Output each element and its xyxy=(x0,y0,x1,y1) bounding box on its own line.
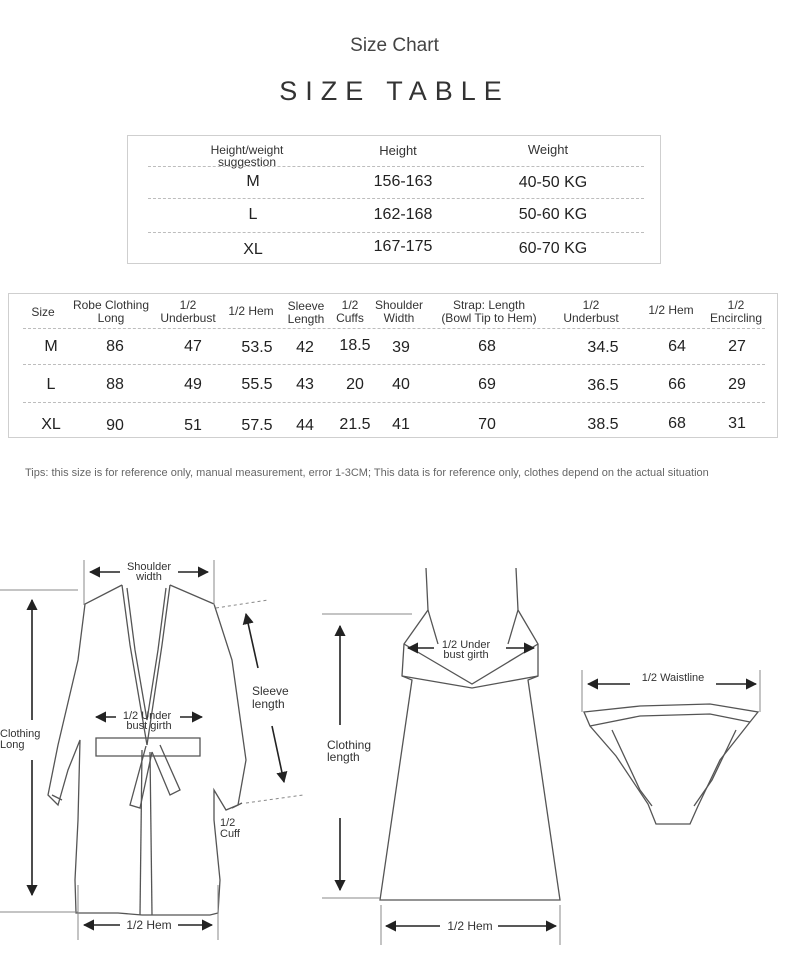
size-row-m-strap: 68 xyxy=(478,338,496,355)
suggestion-row-m-weight: 40-50 KG xyxy=(518,174,588,191)
size-row-l-hem: 55.5 xyxy=(241,376,273,393)
size-header-shoulder-width: Shoulder Width xyxy=(374,298,424,325)
size-row-m-robe-long: 86 xyxy=(106,338,124,355)
panty-waistline-label: 1/2 Waistline xyxy=(641,672,705,684)
suggestion-row-m-height: 156-163 xyxy=(373,173,433,190)
suggestion-row-l-size: L xyxy=(248,206,258,223)
robe-cuff-label-2: Cuff xyxy=(220,828,240,840)
robe-cuff-label-1: 1/2 xyxy=(220,817,236,829)
robe-long-label-1: Clothing xyxy=(0,728,41,740)
size-row-xl-robe-long: 90 xyxy=(106,417,124,434)
panty-outline xyxy=(584,704,758,824)
suggestion-row-m-size: M xyxy=(246,173,260,190)
size-header-sleeve-length: Sleeve Length xyxy=(287,299,325,326)
slip-underbust-label-1: 1/2 Under xyxy=(441,639,491,651)
size-row-xl-size: XL xyxy=(41,416,61,433)
size-row-xl-hem: 57.5 xyxy=(241,417,273,434)
robe-shoulder-label-2: width xyxy=(136,571,162,583)
size-row-l-size: L xyxy=(46,376,56,393)
robe-sleeve-label-1: Sleeve xyxy=(252,684,289,698)
size-row-m-hem: 53.5 xyxy=(241,339,273,356)
suggestion-row-xl-size: XL xyxy=(243,241,263,258)
robe-underbust-label-2: bust girth xyxy=(126,720,172,732)
size-row-m-sleeve: 42 xyxy=(296,339,314,356)
suggestion-row-l-height: 162-168 xyxy=(373,206,433,223)
size-row-xl-encircling: 31 xyxy=(728,415,746,432)
size-header-cuffs: 1/2 Cuffs xyxy=(336,298,364,325)
size-row-xl-shoulder: 41 xyxy=(392,416,410,433)
size-header-strap-length: Strap: Length (Bowl Tip to Hem) xyxy=(441,298,537,325)
size-row-xl-underbust: 51 xyxy=(184,417,202,434)
page-title: SIZE TABLE xyxy=(279,76,510,106)
size-row-m-underbust: 47 xyxy=(184,338,202,355)
size-row-xl-strap: 70 xyxy=(478,416,496,433)
suggestion-header-label: Height/weight suggestion xyxy=(210,143,284,169)
robe-outline xyxy=(48,585,246,915)
slip-length-label-1: Clothing xyxy=(327,738,372,752)
size-row-m-slip-underbust: 34.5 xyxy=(587,339,619,356)
size-header-hem: 1/2 Hem xyxy=(228,304,274,318)
robe-sleeve-label-2: length xyxy=(252,697,285,711)
suggestion-header-weight: Weight xyxy=(527,142,569,157)
size-header-slip-underbust: 1/2 Underbust xyxy=(563,298,619,325)
size-table xyxy=(8,293,778,438)
size-header-encircling: 1/2 Encircling xyxy=(709,298,763,325)
size-row-m-slip-hem: 64 xyxy=(668,338,686,355)
size-row-l-robe-long: 88 xyxy=(106,376,124,393)
size-row-l-slip-hem: 66 xyxy=(668,376,686,393)
size-header-slip-hem: 1/2 Hem xyxy=(648,303,694,317)
robe-long-label-2: Long xyxy=(0,739,25,751)
size-row-m-cuffs: 18.5 xyxy=(339,337,371,354)
tips-note: Tips: this size is for reference only, manual measurement, error 1-3CM; This data is for reference only, clothes depend on the actual situation xyxy=(25,467,709,479)
size-row-m-size: M xyxy=(44,338,58,355)
page-subtitle: Size Chart xyxy=(350,35,439,56)
slip-length-label-2: length xyxy=(327,750,360,764)
robe-hem-label: 1/2 Hem xyxy=(126,918,172,932)
size-row-m-encircling: 27 xyxy=(728,338,746,355)
size-header-robe-long: Robe Clothing Long xyxy=(72,298,150,325)
size-row-l-slip-underbust: 36.5 xyxy=(587,377,619,394)
size-row-l-cuffs: 20 xyxy=(346,376,364,393)
size-row-l-strap: 69 xyxy=(478,376,496,393)
suggestion-header-height: Height xyxy=(379,143,417,158)
robe-shoulder-label-1: Shoulder xyxy=(126,561,172,573)
size-row-l-shoulder: 40 xyxy=(392,376,410,393)
size-header-size: Size xyxy=(31,305,55,319)
size-row-l-underbust: 49 xyxy=(184,376,202,393)
slip-underbust-label-2: bust girth xyxy=(443,649,489,661)
size-row-xl-sleeve: 44 xyxy=(296,417,314,434)
size-header-underbust: 1/2 Underbust xyxy=(160,298,216,325)
suggestion-row-xl-weight: 60-70 KG xyxy=(518,240,588,257)
suggestion-row-xl-height: 167-175 xyxy=(373,238,433,255)
slip-hem-label: 1/2 Hem xyxy=(447,919,493,933)
size-row-l-encircling: 29 xyxy=(728,376,746,393)
suggestion-row-l-weight: 50-60 KG xyxy=(518,206,588,223)
size-row-m-shoulder: 39 xyxy=(392,339,410,356)
size-row-l-sleeve: 43 xyxy=(296,376,314,393)
suggestion-table xyxy=(127,135,661,264)
slip-outline xyxy=(380,568,560,900)
size-row-xl-slip-hem: 68 xyxy=(668,415,686,432)
size-row-xl-slip-underbust: 38.5 xyxy=(587,416,619,433)
garment-diagrams xyxy=(0,540,789,954)
size-row-xl-cuffs: 21.5 xyxy=(339,416,371,433)
robe-underbust-label-1: 1/2 Under xyxy=(122,710,172,722)
